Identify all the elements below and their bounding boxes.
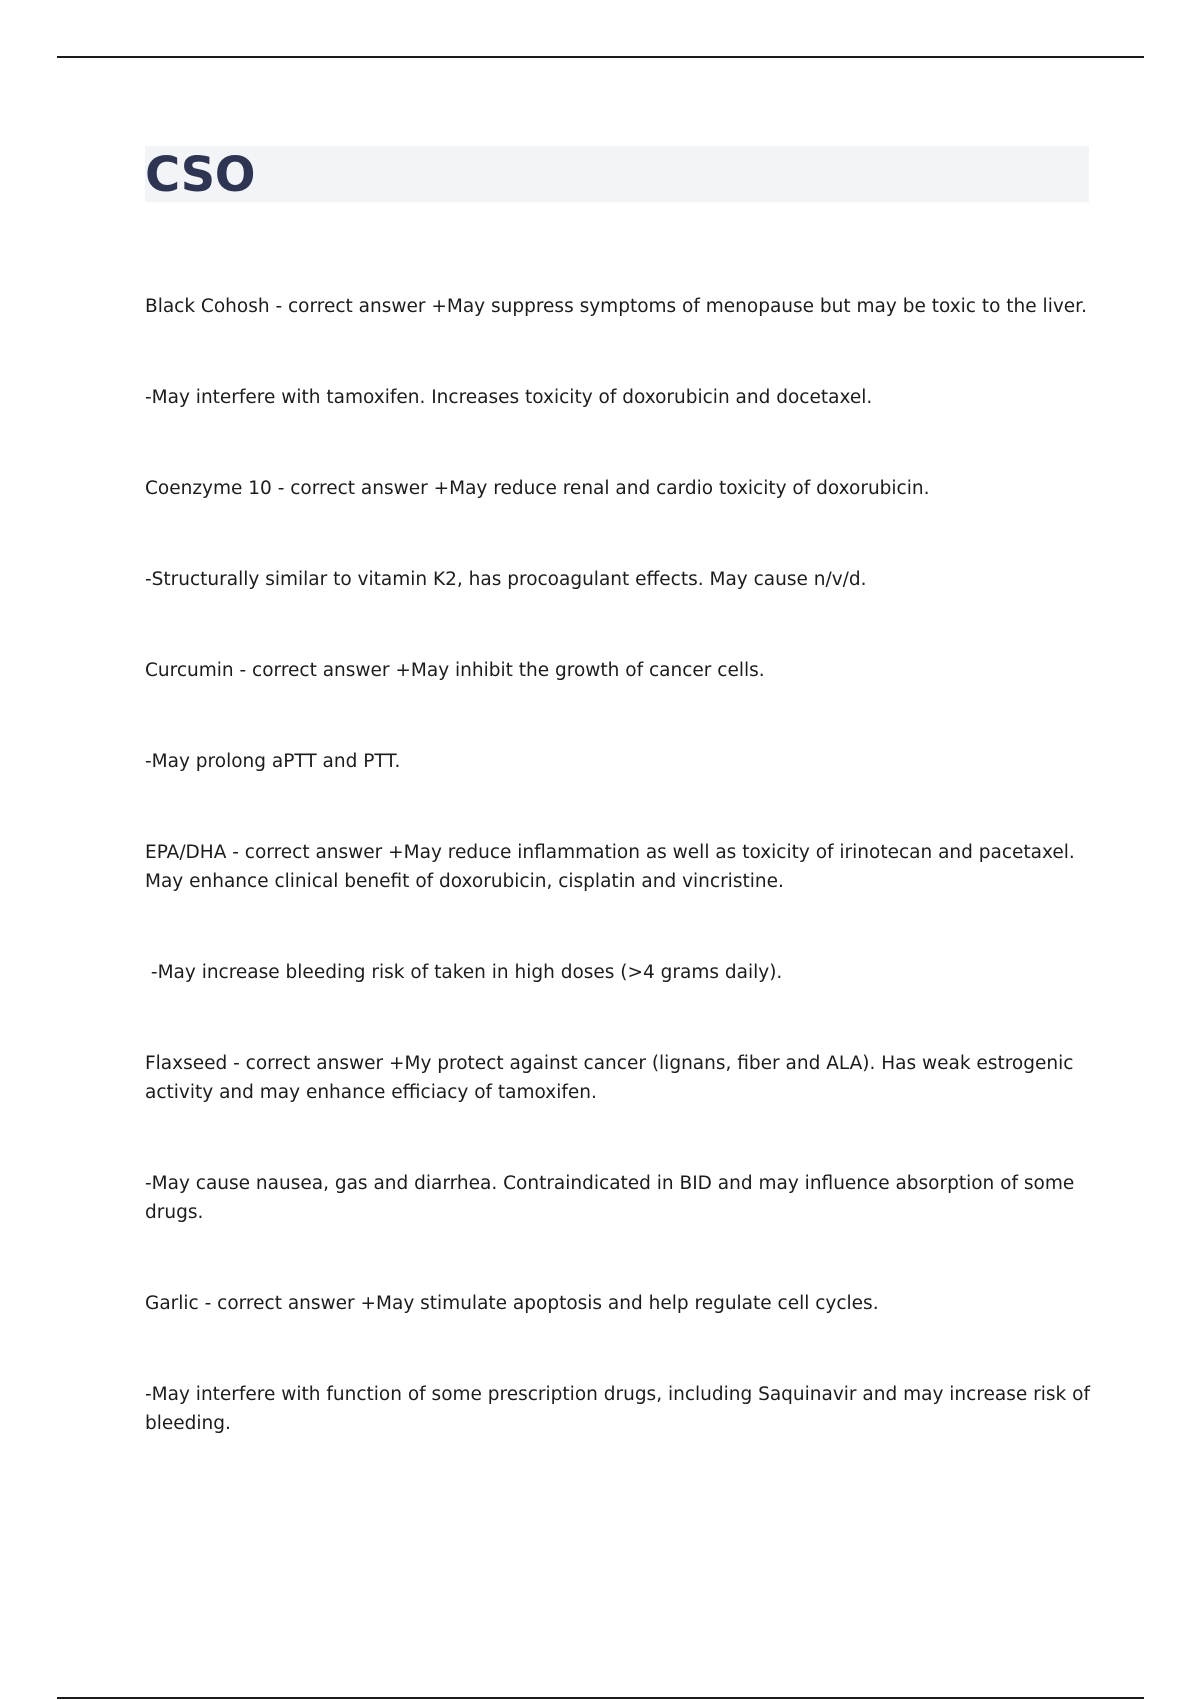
entry-black-cohosh-note: -May interfere with tamoxifen. Increases toxicity of doxorubicin and docetaxel. — [145, 387, 873, 408]
bottom-rule — [57, 1697, 1144, 1699]
entry-flaxseed-note: -May cause nausea, gas and diarrhea. Contraindicated in BID and may influence absorption of some drugs. — [145, 1173, 1075, 1223]
entry-black-cohosh: Black Cohosh - correct answer +May suppress symptoms of menopause but may be toxic to the liver. — [145, 296, 1087, 317]
entry-garlic-note: -May interfere with function of some prescription drugs, including Saquinavir and may increase risk of bleeding. — [145, 1384, 1090, 1434]
entry-coenzyme-10: Coenzyme 10 - correct answer +May reduce renal and cardio toxicity of doxorubicin. — [145, 478, 930, 499]
entry-list — [145, 292, 1095, 1500]
entry-curcumin: Curcumin - correct answer +May inhibit the growth of cancer cells. — [145, 660, 765, 681]
top-rule — [57, 56, 1144, 58]
page-title: CSO — [145, 147, 255, 203]
entry-garlic: Garlic - correct answer +May stimulate apoptosis and help regulate cell cycles. — [145, 1293, 879, 1314]
entry-curcumin-note: -May prolong aPTT and PTT. — [145, 751, 401, 772]
entry-epa-dha-note: -May increase bleeding risk of taken in high doses (>4 grams daily). — [145, 962, 783, 983]
entry-flaxseed: Flaxseed - correct answer +My protect against cancer (lignans, fiber and ALA). Has weak estrogenic activity and may enhance efficiacy of tamoxifen. — [145, 1053, 1074, 1103]
title-band — [145, 146, 1089, 202]
entry-epa-dha: EPA/DHA - correct answer +May reduce inflammation as well as toxicity of irinotecan and pacetaxel. May enhance clinical benefit of doxorubicin, cisplatin and vincristine. — [145, 842, 1075, 892]
entry-coenzyme-10-note: -Structurally similar to vitamin K2, has procoagulant effects. May cause n/v/d. — [145, 569, 867, 590]
